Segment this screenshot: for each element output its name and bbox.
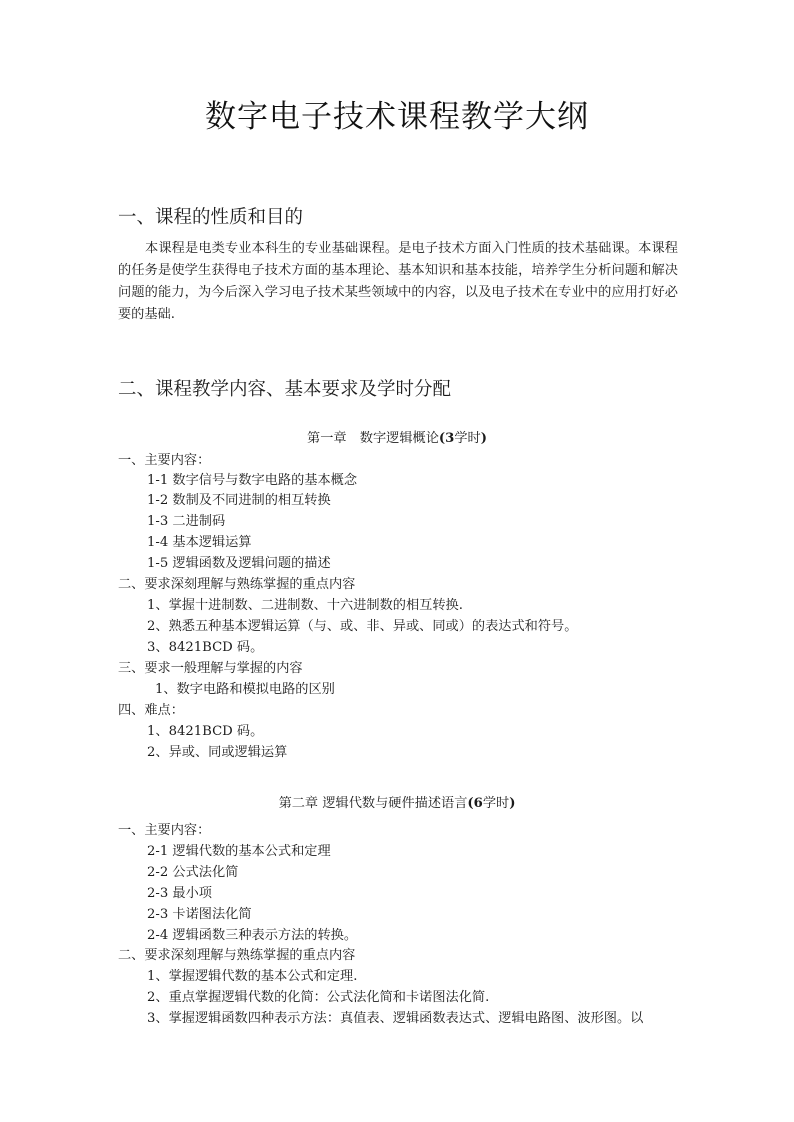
chapter-1-difficult-heading: 四、难点： (118, 703, 184, 718)
list-item: 1-1 数字信号与数字电路的基本概念 (147, 473, 358, 488)
list-item: 2-4 逻辑函数三种表示方法的转换。 (147, 928, 358, 943)
list-item: 1、掌握逻辑代数的基本公式和定理. (147, 969, 358, 984)
chapter-1-name: 第一章 数字逻辑概论 (307, 431, 439, 446)
section-heading-nature-purpose: 一、课程的性质和目的 (118, 207, 304, 228)
list-item: 1、数字电路和模拟电路的区别 (155, 682, 335, 697)
list-item: 2、熟悉五种基本逻辑运算（与、或、非、异或、同或）的表达式和符号。 (147, 619, 578, 634)
list-item: 1-2 数制及不同进制的相互转换 (147, 493, 331, 508)
chapter-1-hours: (3 (438, 431, 455, 446)
list-item: 2、异或、同或逻辑运算 (147, 745, 288, 760)
document-title: 数字电子技术课程教学大纲 (205, 99, 589, 135)
list-item: 3、掌握逻辑函数四种表示方法：真值表、逻辑函数表达式、逻辑电路图、波形图。以 (147, 1011, 644, 1026)
chapter-1-hours-close: ) (480, 431, 487, 446)
chapter-2-hours-close: ) (509, 796, 516, 811)
chapter-1-title (0, 429, 794, 449)
chapter-2-title (0, 794, 794, 814)
chapter-2-hours-unit: 学时 (482, 796, 510, 811)
list-item: 3、8421BCD 码。 (147, 640, 264, 655)
chapter-2-hours: (6 (467, 796, 483, 811)
list-item: 1-4 基本逻辑运算 (147, 535, 252, 550)
list-item: 1、8421BCD 码。 (147, 724, 264, 739)
list-item: 1-5 逻辑函数及逻辑问题的描述 (147, 556, 331, 571)
chapter-1-main-heading: 一、主要内容： (118, 453, 211, 468)
chapter-2-name: 第二章 逻辑代数与硬件描述语言 (278, 796, 468, 811)
list-item: 2-2 公式法化简 (147, 865, 239, 880)
section-paragraph-nature-purpose: 本课程是电类专业本科生的专业基础课程。是电子技术方面入门性质的技术基础课。本课程的任务是使学生获得电子技术方面的基本理论、基本知识和基本技能，培养学生分析问题和解决问题的能力，为今后深入学习电子技术某些领域中的内容，以及电子技术在专业中的应用打好必要的基础. (118, 241, 678, 322)
list-item: 1、掌握十进制数、二进制数、十六进制数的相互转换. (147, 598, 463, 613)
chapter-2-main-heading: 一、主要内容： (118, 823, 211, 838)
list-item: 2-3 卡诺图法化简 (147, 907, 252, 922)
list-item: 2-1 逻辑代数的基本公式和定理 (147, 844, 331, 859)
list-item: 1-3 二进制码 (147, 514, 226, 529)
chapter-2-deep-heading: 二、要求深刻理解与熟练掌握的重点内容 (118, 948, 356, 963)
chapter-1-general-heading: 三、要求一般理解与掌握的内容 (118, 661, 303, 676)
list-item: 2-3 最小项 (147, 886, 212, 901)
list-item: 2、重点掌握逻辑代数的化简：公式法化简和卡诺图法化简. (147, 990, 490, 1005)
chapter-1-hours-unit: 学时 (454, 431, 481, 446)
chapter-1-deep-heading: 二、要求深刻理解与熟练掌握的重点内容 (118, 577, 356, 592)
section-heading-content-requirements: 二、课程教学内容、基本要求及学时分配 (118, 379, 452, 400)
